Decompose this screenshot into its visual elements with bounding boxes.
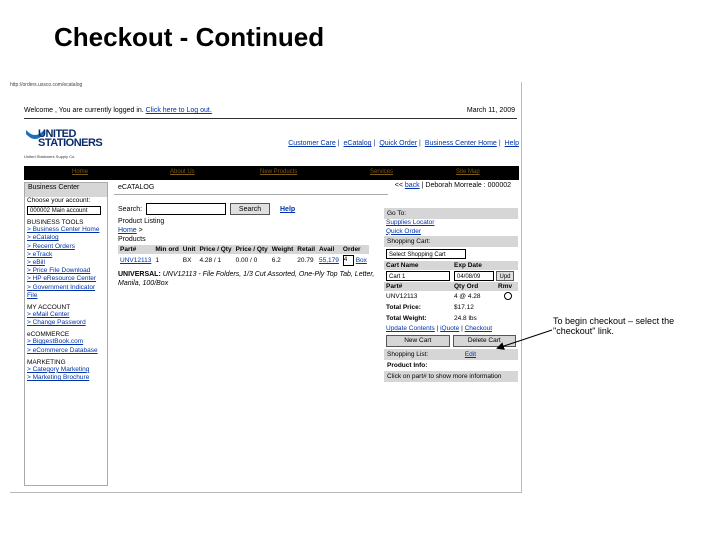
product-table <box>118 245 369 267</box>
callout-note: To begin checkout – select the "checkout" link. <box>553 316 675 336</box>
exp-date-input[interactable]: 04/08/09 <box>454 271 494 281</box>
min-ord-value: 1 <box>155 257 159 264</box>
breadcrumb-separator: > <box>138 227 143 234</box>
main-content <box>114 182 388 288</box>
callout-arrow-icon <box>490 310 560 360</box>
product-description <box>114 270 380 288</box>
sidebar-item-hp-eresource-center[interactable]: > HP eResource Center <box>27 275 97 283</box>
help-link[interactable]: Help <box>280 206 296 213</box>
description-brand: UNIVERSAL: <box>118 271 161 278</box>
description-text: UNV12113 - File Folders, 1/3 Cut Assorted, One-Ply Top Tab, Letter, Manila, 100/Box <box>118 271 375 287</box>
business-center-home-link[interactable]: Business Center Home <box>424 140 497 147</box>
section-marketing: MARKETING <box>27 358 66 366</box>
back-link[interactable]: back <box>404 182 420 189</box>
top-links: Customer Care | eCatalog | Quick Order | Business Center Home | Help <box>288 140 519 147</box>
logo-line2: STATIONERS <box>38 137 103 149</box>
back-arrows: << <box>394 182 403 189</box>
cart-item-part: UNV12113 <box>386 293 418 300</box>
search-row <box>114 203 388 217</box>
welcome-text <box>24 107 212 114</box>
col-order: Order <box>341 245 369 254</box>
col-unit: Unit <box>182 246 196 253</box>
col-price-qty-2: Price / Qty <box>235 246 268 253</box>
price-qty-1-value: 4.28 / 1 <box>199 257 222 264</box>
sidebar-item-price-file-download[interactable]: > Price File Download <box>27 267 91 275</box>
choose-account-label: Choose your account: <box>27 197 91 204</box>
product-info-title: Product Info: <box>384 360 518 371</box>
quick-order-link[interactable]: Quick Order <box>379 140 418 147</box>
product-info-text: Click on part# to show more information <box>384 371 518 382</box>
col-min-ord: Min ord <box>155 246 179 253</box>
sidebar-item-category-marketing[interactable]: > Category Marketing <box>27 365 90 373</box>
total-weight-label: Total Weight: <box>386 315 427 322</box>
table-header-row <box>118 245 369 254</box>
breadcrumb-products: Products <box>118 236 146 243</box>
sidebar-item-email-center[interactable]: > eMail Center <box>27 311 70 319</box>
exp-date-header: Exp Date <box>454 262 482 269</box>
search-button[interactable]: Search <box>230 203 270 215</box>
update-contents-link[interactable]: Update Contents <box>386 325 435 332</box>
remove-item-radio[interactable] <box>504 292 512 300</box>
nav-services[interactable]: Services <box>370 169 394 175</box>
checkout-link[interactable]: Checkout <box>464 325 493 332</box>
col-price-qty-1: Price / Qty <box>199 246 232 253</box>
nav-about-us[interactable]: About Us <box>170 169 195 175</box>
product-listing-label: Product Listing <box>118 218 165 225</box>
total-price-label: Total Price: <box>386 304 421 311</box>
total-weight-value: 24.8 lbs <box>454 315 477 322</box>
unit-value: BX <box>182 257 192 264</box>
iquote-link[interactable]: iQuote <box>440 325 460 332</box>
logo-line1: UNITED <box>38 128 76 140</box>
search-input[interactable] <box>146 203 226 215</box>
ecatalog-link[interactable]: eCatalog <box>343 140 372 147</box>
col-avail: Avail <box>317 245 341 254</box>
cart-name-header: Cart Name <box>386 262 419 269</box>
section-business-tools: BUSINESS TOOLS <box>27 219 84 227</box>
cart-name-header-row <box>384 261 518 270</box>
cart-item-row <box>384 291 518 302</box>
items-rmv-header: Rmv <box>498 283 513 290</box>
help-top-link[interactable]: Help <box>504 140 519 147</box>
current-date: March 11, 2009 <box>466 107 515 114</box>
col-retail: Retail <box>297 246 315 253</box>
section-my-account: MY ACCOUNT <box>27 304 71 312</box>
new-cart-button[interactable]: New Cart <box>386 335 450 347</box>
search-label: Search: <box>118 206 143 213</box>
logout-link[interactable]: Click here to Log out. <box>145 107 212 114</box>
browser-url: http://orders.ussco.com/ecatalog <box>10 82 83 88</box>
sidebar-item-business-center-home[interactable]: > Business Center Home <box>27 226 100 234</box>
cart-items-header <box>384 282 518 291</box>
header-divider <box>24 118 517 119</box>
shopping-list-label: Shopping List: <box>387 351 429 358</box>
sidebar-item-etrack[interactable]: > eTrack <box>27 250 53 258</box>
account-select[interactable]: 000002 Main account <box>27 206 101 215</box>
weight-value: 6.2 <box>271 257 281 264</box>
slide-title: Checkout - Continued <box>54 22 325 52</box>
main-navbar <box>24 166 519 180</box>
breadcrumb-home[interactable]: Home <box>118 227 137 234</box>
retail-value: 20.79 <box>297 257 314 264</box>
items-qty-header: Qty Ord <box>454 283 479 290</box>
shopping-list-edit-link[interactable]: Edit <box>464 351 477 358</box>
part-link[interactable]: UNV12113 <box>120 257 152 264</box>
goto-title: Go To: <box>384 208 518 219</box>
col-weight: Weight <box>271 246 294 253</box>
customer-name: | Deborah Morreale : 000002 <box>421 182 511 189</box>
sidebar-item-government-indicator-file[interactable]: > Government Indicator File <box>27 283 96 299</box>
united-stationers-logo[interactable] <box>24 128 103 162</box>
welcome-prefix: Welcome , You are currently logged in. <box>24 107 144 114</box>
customer-care-link[interactable]: Customer Care <box>288 140 336 147</box>
sidebar-item-recent-orders[interactable]: > Recent Orders <box>27 242 75 250</box>
delete-cart-button[interactable]: Delete Cart <box>453 335 517 347</box>
sidebar-item-ecatalog[interactable]: > eCatalog <box>27 234 59 242</box>
table-row <box>118 254 369 267</box>
shopping-cart-select[interactable]: Select Shopping Cart <box>386 249 466 259</box>
sidebar-item-change-password[interactable]: > Change Password <box>27 319 86 327</box>
cart-action-links: Update Contents | iQuote | Checkout <box>386 325 493 332</box>
nav-new-products[interactable]: New Products <box>260 169 298 175</box>
cart-item-qty: 4 @ 4.28 <box>454 293 481 300</box>
cart-name-input[interactable]: Cart 1 <box>386 271 450 281</box>
logo-tagline: United Stationers Supply Co. <box>24 154 76 159</box>
items-part-header: Part# <box>386 283 403 290</box>
price-qty-2-value: 0.00 / 0 <box>235 257 258 264</box>
sidebar-item-ebill[interactable]: > eBill <box>27 259 45 267</box>
shopping-cart-title: Shopping Cart: <box>384 236 518 247</box>
supplies-locator-link[interactable]: Supplies Locator <box>386 219 435 226</box>
sidebar-item-biggestbook[interactable]: > BiggestBook.com <box>27 338 84 346</box>
cart-name-row <box>384 270 518 282</box>
col-part: Part# <box>118 245 153 254</box>
section-title: eCATALOG <box>114 182 388 195</box>
section-ecommerce: eCOMMERCE <box>27 331 70 339</box>
breadcrumb <box>114 226 388 235</box>
total-price-value: $17.12 <box>454 304 474 311</box>
quick-order-panel-link[interactable]: Quick Order <box>386 227 422 235</box>
nav-site-map[interactable]: Site Map <box>456 169 480 175</box>
order-qty-input[interactable]: 4 <box>343 255 354 266</box>
sidebar <box>24 182 108 486</box>
update-cart-button[interactable]: Upd <box>496 271 514 281</box>
back-and-customer <box>395 182 511 189</box>
sidebar-title: Business Center <box>25 183 107 197</box>
sidebar-item-marketing-brochure[interactable]: > Marketing Brochure <box>27 374 90 382</box>
sidebar-item-ecommerce-database[interactable]: > eCommerce Database <box>27 346 98 354</box>
screenshot-panel <box>10 82 522 493</box>
order-unit-link[interactable]: Box <box>355 257 367 265</box>
nav-home[interactable]: Home <box>72 169 89 175</box>
avail-link[interactable]: 55,179 <box>319 257 339 264</box>
